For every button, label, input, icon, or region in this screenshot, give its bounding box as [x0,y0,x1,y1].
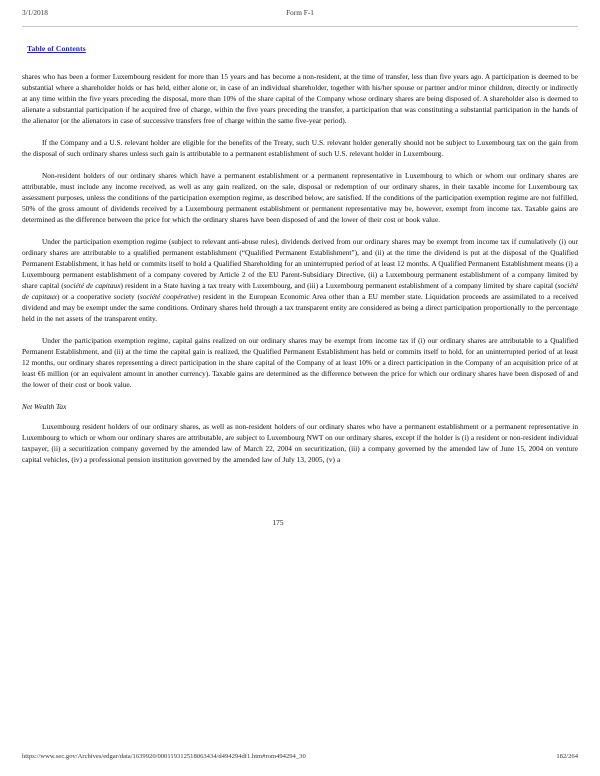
section-heading-net-wealth-tax: Net Wealth Tax [22,401,67,411]
paragraph-net-wealth-tax: Luxembourg resident holders of our ordinary shares, as well as non-resident holders of our ordinary shares who have a permanent establishment or a permanent representative in Luxembourg to which or whom our ordinary shares are attributable, are subject to Luxembourg NWT on our ordinary shares, except if the holder is (i) a resident or non-resident individual taxpayer, (ii) a securitization company governed by the amended law of March 22, 2004 on securitization, (iii) a company governed by the amended law of June 15, 2004 on venture capital vehicles, (iv) a professional pension institution governed by the amended law of July 13, 2005, (v) a [22,421,578,465]
paragraph-participation-exemption-gains: Under the participation exemption regime, capital gains realized on our ordinary shares may be exempt from income tax if (i) our ordinary shares are attributable to a Qualified Permanent Establishment, and (ii) at the time the capital gain is realized, the Qualified Permanent Establishment has held or commits itself to hold, for an uninterrupted period of at least 12 months, our ordinary shares representing a direct participation in the share capital of the Company of at least 10% or a direct participation in the Company of an acquisition price of at least €6 million (or an equivalent amount in another currency). Taxable gains are determined as the difference between the price for which our ordinary shares have been disposed of and the lower of their cost or book value. [22,335,578,390]
print-header-document-title: Form F-1 [286,8,314,17]
paragraph-treaty-benefits: If the Company and a U.S. relevant holder are eligible for the benefits of the Treaty, such U.S. relevant holder generally should not be subject to Luxembourg tax on the gain from the disposal of such ordinary shares unless such gain is attributable to a permanent establishment of such U.S. relevant holder in Luxembourg. [22,137,578,159]
print-footer-url: https://www.sec.gov/Archives/edgar/data/1639920/000119312518063434/d494294df1.htm#rom494294_30 [22,753,306,760]
page-number: 175 [272,518,284,527]
document-page [0,26,600,744]
browser-print-header [0,8,600,22]
paragraph-non-resident-holders: Non-resident holders of our ordinary shares which have a permanent establishment or a permanent representative in Luxembourg to which or whom our ordinary shares are attributable, must include any income received, as well as any gain realized, on the sale, disposal or redemption of our ordinary shares, in their taxable income for Luxembourg tax assessment purposes, unless the conditions of the participation exemption regime, as described below, are satisfied. If the conditions of the participation exemption regime are not fulfilled, 50% of the gross amount of dividends received by a Luxembourg permanent establishment or permanent representative may be, however, exempt from income tax. Taxable gains are determined as the difference between the price for which the ordinary shares have been disposed of and the lower of their cost or book value. [22,170,578,225]
page-top-rule [22,26,578,27]
print-header-date: 3/1/2018 [22,8,48,17]
print-footer-page-counter: 182/264 [556,753,578,760]
browser-print-footer [0,753,600,767]
paragraph-substantial-participation: shares who has been a former Luxembourg resident for more than 15 years and has become a non-resident, at the time of transfer, less than five years ago. A participation is deemed to be substantial where a shareholder holds or has held, either alone or, in case of an individual shareholder, together with his/her spouse or partner and/or minor children, directly or indirectly at any time within the five years preceding the disposal, more than 10% of the share capital of the Company whose ordinary shares are being disposed of. A shareholder also is deemed to alienate a substantial participation if he acquired free of charge, within the five years preceding the transfer, a participation that was constituting a substantial participation in the hands of the alienator (or the alienators in case of successive transfers free of charge within the same five-year period). [22,72,578,126]
paragraph-participation-exemption-dividends: Under the participation exemption regime (subject to relevant anti-abuse rules), dividends derived from our ordinary shares may be exempt from income tax if cumulatively (i) our ordinary shares are attributable to a qualified permanent establishment (“Qualified Permanent Establishment”), and (ii) at the time the dividend is put at the disposal of the Qualified Permanent Establishment, it has held or commits itself to hold a Qualified Shareholding for an uninterrupted period of at least 12 months. A Qualified Permanent Establishment means (i) a Luxembourg permanent establishment of a company covered by Article 2 of the EU Parent-Subsidiary Directive, (ii) a Luxembourg permanent establishment of a company limited by share capital (société de capitaux) resident in a State having a tax treaty with Luxembourg, and (iii) a Luxembourg permanent establishment of a company limited by share capital (société de capitaux) or a cooperative society (société coopérative) resident in the European Economic Area other than a EU member state. Liquidation proceeds are assimilated to a received dividend and may be exempt under the same conditions. Ordinary shares held through a tax transparent entity are considered as being a direct participation proportionally to the percentage held in the net assets of the transparent entity. [22,236,579,324]
table-of-contents-link[interactable]: Table of Contents [27,44,86,53]
document-body [22,38,578,476]
